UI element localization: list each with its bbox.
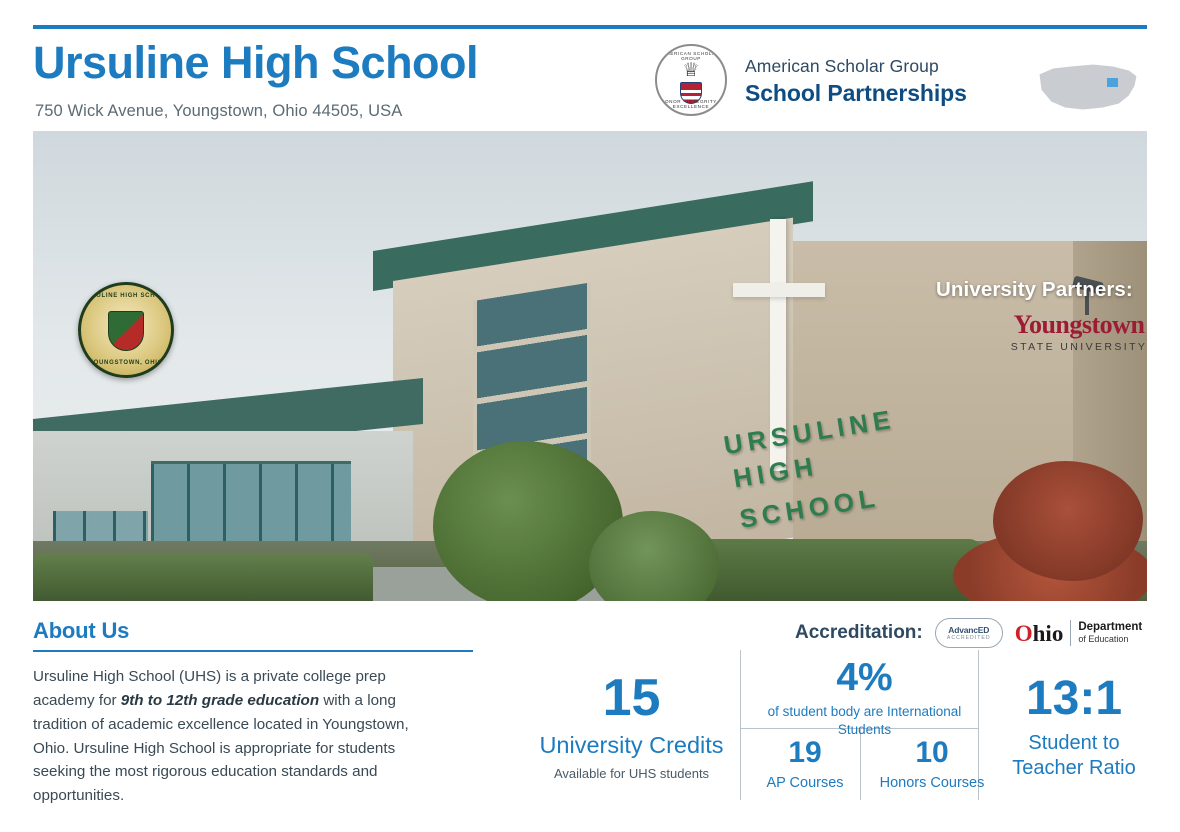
american-scholar-group-seal-icon bbox=[655, 44, 727, 116]
cross-icon-crossbar bbox=[733, 283, 825, 297]
about-title: About Us bbox=[33, 618, 130, 643]
stat-student-teacher-ratio bbox=[1000, 672, 1148, 781]
page-header bbox=[33, 34, 1147, 128]
partner-name: Youngstown bbox=[1013, 310, 1145, 339]
ohio-wordmark bbox=[1015, 622, 1064, 645]
stat-ap-courses bbox=[750, 738, 860, 791]
stat-university-credits bbox=[524, 669, 739, 781]
about-text-emphasis: 9th to 12th grade education bbox=[120, 691, 320, 709]
school-photo bbox=[33, 131, 1147, 601]
stat-caption: AP Courses bbox=[766, 775, 844, 791]
stat-international-students bbox=[752, 658, 977, 739]
ohio-dept-line1: Department bbox=[1078, 621, 1143, 634]
organization-name: American Scholar Group bbox=[745, 56, 939, 76]
school-crest-icon bbox=[78, 282, 174, 378]
ohio-rest-letters: hio bbox=[1032, 620, 1064, 646]
seal-bottom-text: HONOR · INTEGRITY · EXCELLENCE bbox=[661, 99, 721, 109]
stat-number: 19 bbox=[788, 736, 822, 769]
crest-bottom-text: YOUNGSTOWN, OHIO bbox=[88, 360, 164, 366]
university-partners-label: University Partners: bbox=[936, 278, 1133, 301]
ohio-o-letter: O bbox=[1014, 620, 1033, 646]
wall-sign-line-2: HIGH bbox=[731, 450, 820, 494]
accreditation-label: Accreditation: bbox=[795, 622, 923, 643]
partner-logo-youngstown-state bbox=[999, 312, 1147, 353]
page-title: Ursuline High School bbox=[33, 37, 479, 88]
ohio-dept-line2: of Education bbox=[1078, 634, 1129, 645]
stat-caption: Student to Teacher Ratio bbox=[1012, 732, 1136, 779]
stat-subtext: of student body are International Students bbox=[767, 704, 962, 738]
eagle-icon: ♕ bbox=[682, 60, 700, 81]
advanced-accredited-badge-icon bbox=[935, 618, 1003, 648]
advanced-badge-sub: ACCREDITED bbox=[946, 635, 991, 641]
us-map-icon bbox=[1033, 56, 1145, 118]
organization-title bbox=[745, 56, 1025, 107]
partner-subtitle: STATE UNIVERSITY bbox=[1010, 341, 1147, 353]
crest-top-text: URSULINE HIGH SCHOOL bbox=[81, 293, 171, 299]
about-divider bbox=[33, 650, 473, 652]
about-text-part1: Ursuline High School (UHS) is a private college prep academy for bbox=[33, 668, 386, 709]
stat-number: 15 bbox=[602, 669, 661, 727]
about-section bbox=[33, 618, 473, 808]
accreditation-section bbox=[795, 616, 1142, 650]
wall-sign-line-3: SCHOOL bbox=[737, 482, 882, 534]
crest-shield-icon bbox=[108, 311, 144, 351]
advanced-badge-name: AdvancED bbox=[948, 625, 990, 635]
stat-subtext: Available for UHS students bbox=[553, 766, 710, 781]
top-divider bbox=[33, 25, 1147, 29]
stat-caption: University Credits bbox=[539, 732, 724, 758]
about-text-part2: with a long tradition of academic excellence located in Youngstown, Ohio. Ursuline High School is appropriate for students seeking the most rigorous education standards and opportunities. bbox=[33, 691, 409, 805]
stat-honors-courses bbox=[864, 738, 1000, 791]
ohio-department-text bbox=[1078, 621, 1142, 645]
stat-number: 10 bbox=[915, 736, 949, 769]
statistics-panel bbox=[512, 650, 1147, 800]
wall-sign-line-1: URSULINE bbox=[721, 403, 898, 461]
hedge-row-left bbox=[33, 553, 373, 601]
school-address: 750 Wick Avenue, Youngstown, Ohio 44505, USA bbox=[35, 102, 403, 120]
logo-divider bbox=[1070, 620, 1071, 646]
stat-number: 13:1 bbox=[1025, 672, 1123, 725]
stat-number: 4% bbox=[836, 656, 893, 699]
tree-autumn-upper-right bbox=[993, 461, 1143, 581]
organization-subtitle: School Partnerships bbox=[745, 80, 967, 106]
stat-caption: Honors Courses bbox=[879, 775, 985, 791]
about-paragraph bbox=[33, 665, 433, 808]
seal-top-text: AMERICAN SCHOLAR GROUP bbox=[662, 51, 720, 61]
ohio-department-of-education-logo bbox=[1015, 620, 1142, 646]
stats-divider-1 bbox=[740, 650, 741, 800]
